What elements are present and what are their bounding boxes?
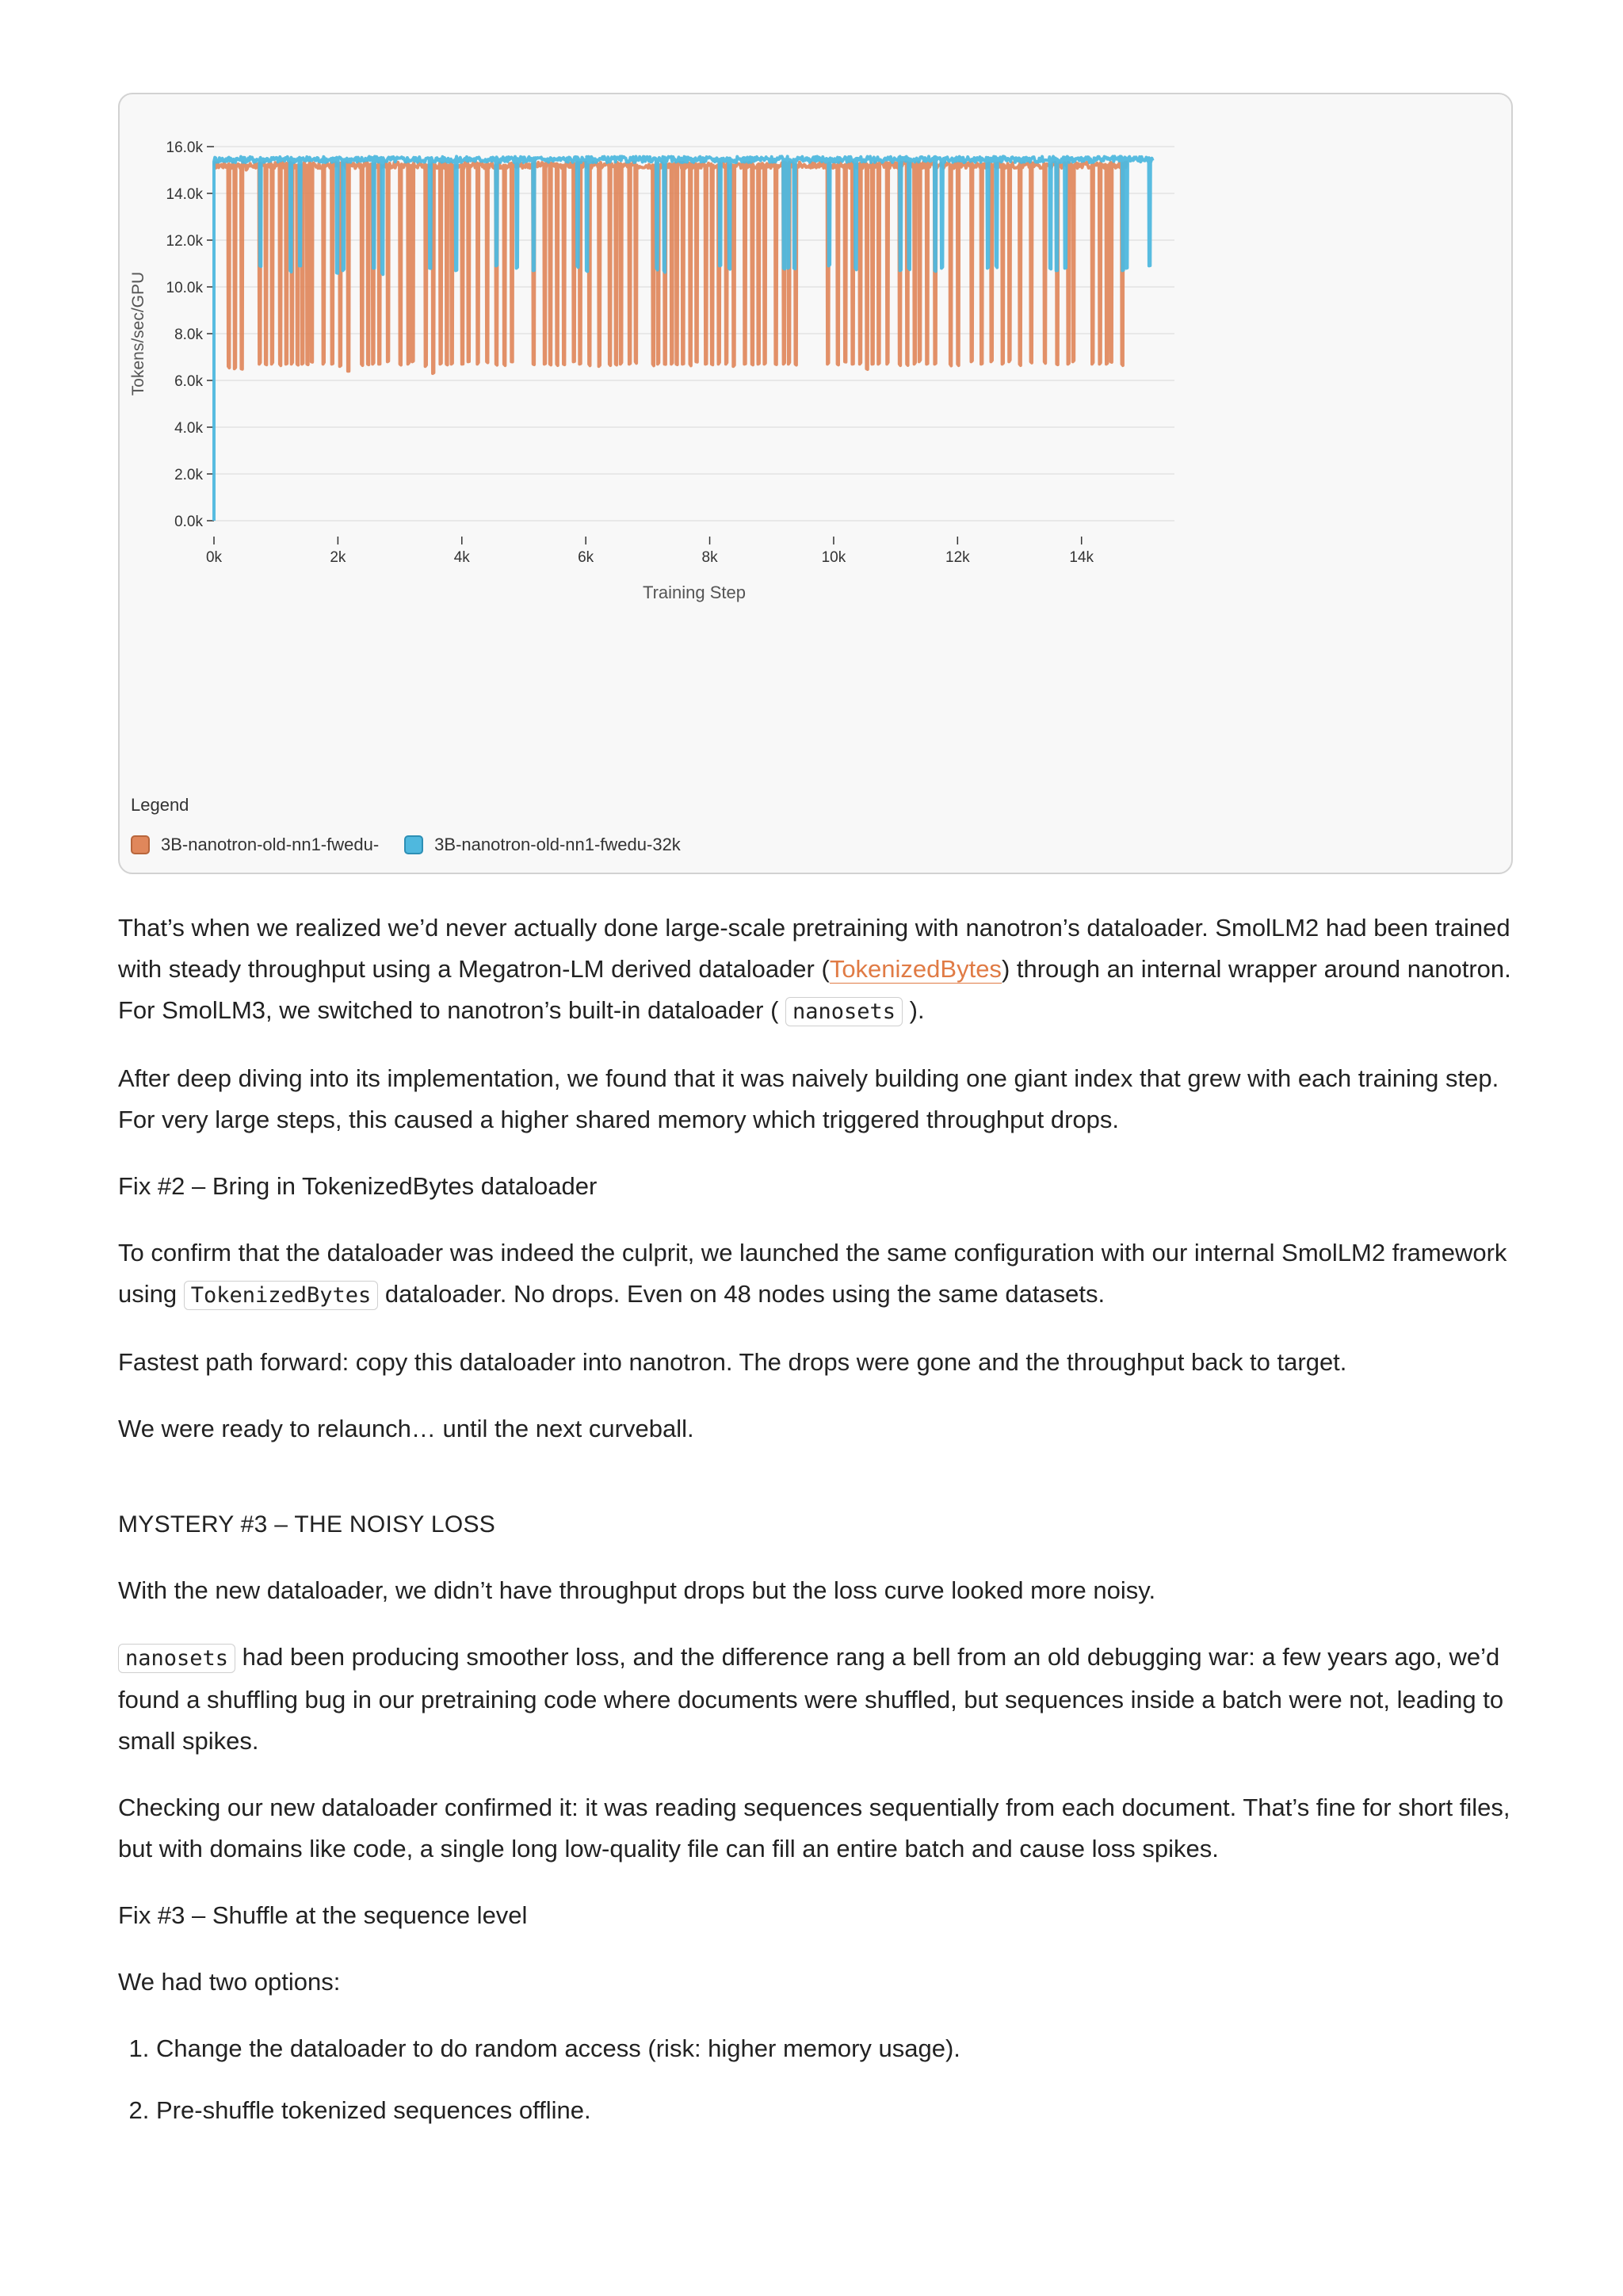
x-tick-label: 6k	[578, 549, 594, 566]
paragraph-relaunch: We were ready to relaunch… until the next curveball.	[118, 1415, 694, 1442]
tokenizedbytes-link[interactable]: TokenizedBytes	[829, 955, 1002, 983]
nanosets-code: nanosets	[785, 997, 903, 1026]
y-tick-label: 8.0k	[174, 327, 203, 343]
y-tick-label: 2.0k	[174, 467, 203, 483]
legend-swatch-series-2	[404, 835, 423, 854]
list-item: 1. Change the dataloader to do random access (risk: higher memory usage).	[156, 2028, 1513, 2069]
article-body	[118, 907, 1513, 2152]
text-span: ).	[903, 996, 925, 1024]
options-list	[118, 2028, 1513, 2131]
text-span: had been producing smoother loss, and the difference rang a bell from an old debugging war: a few years ago, we’d found a shuffling bug in our pretraining code where documents were shuffled, but sequences inside a batch were not, leading to small spikes.	[118, 1643, 1504, 1755]
y-tick-label: 12.0k	[166, 233, 203, 250]
text-span: ) through an internal wrapper around nanotron. For SmolLM3, we switched to nanotron’s built-in dataloader (	[118, 955, 1511, 1024]
tokenizedbytes-code: TokenizedBytes	[184, 1281, 379, 1310]
text-span: To confirm that the dataloader was indeed the culprit, we launched the same configuration with our internal SmolLM2 framework using	[118, 1239, 1507, 1308]
legend	[131, 835, 681, 855]
x-axis-label: Training Step	[642, 583, 747, 602]
y-tick-label: 6.0k	[174, 373, 203, 390]
fix-3-heading: Fix #3 – Shuffle at the sequence level	[118, 1901, 528, 1929]
y-tick-label: 16.0k	[166, 139, 203, 156]
y-tick-label: 0.0k	[174, 514, 203, 530]
fix-2-heading: Fix #2 – Bring in TokenizedBytes dataloader	[118, 1172, 598, 1200]
x-tick-label: 10k	[821, 549, 846, 566]
paragraph-confirm-culprit	[118, 1232, 1513, 1316]
nanosets-code: nanosets	[118, 1644, 235, 1673]
throughput-chart-card	[118, 93, 1513, 874]
legend-label-series-1: 3B-nanotron-old-nn1-fwedu-	[161, 835, 380, 854]
text-span: dataloader. No drops. Even on 48 nodes using the same datasets.	[378, 1280, 1106, 1308]
paragraph-shuffling-bug	[118, 1637, 1513, 1762]
throughput-chart	[120, 94, 1514, 876]
paragraph-dataloader-history	[118, 907, 1513, 1033]
x-tick-label: 12k	[945, 549, 970, 566]
paragraph-fastest-path: Fastest path forward: copy this dataloader into nanotron. The drops were gone and the throughput back to target.	[118, 1348, 1347, 1376]
x-tick-label: 8k	[701, 549, 718, 566]
x-tick-label: 14k	[1069, 549, 1094, 566]
paragraph-index-explanation: After deep diving into its implementation, we found that it was naively building one giant index that grew with each training step. For very large steps, this caused a higher shared memory which triggered throughput drops.	[118, 1064, 1499, 1133]
legend-item-series-2[interactable]	[404, 835, 681, 855]
legend-item-series-1[interactable]	[131, 835, 379, 855]
legend-swatch-series-1	[131, 835, 150, 854]
y-tick-label: 4.0k	[174, 420, 203, 437]
legend-label-series-2: 3B-nanotron-old-nn1-fwedu-32k	[434, 835, 681, 854]
paragraph-noisy-loss: With the new dataloader, we didn’t have throughput drops but the loss curve looked more noisy.	[118, 1576, 1156, 1604]
text-span: That’s when we realized we’d never actually done large-scale pretraining with nanotron’s dataloader. SmolLM2 had been trained with steady throughput using a Megatron-LM derived dataloader (	[118, 914, 1510, 983]
y-tick-label: 10.0k	[166, 280, 203, 296]
list-item: 2. Pre-shuffle tokenized sequences offline.	[156, 2090, 1513, 2131]
x-tick-label: 0k	[205, 549, 223, 566]
x-tick-label: 4k	[453, 549, 470, 566]
section-heading-mystery-3: MYSTERY #3 – THE NOISY LOSS	[118, 1511, 496, 1538]
x-tick-label: 2k	[330, 549, 346, 566]
paragraph-two-options: We had two options:	[118, 1968, 341, 1996]
paragraph-sequential-reading: Checking our new dataloader confirmed it: it was reading sequences sequentially from each document. That’s fine for short files, but with domains like code, a single long low-quality file can fill an entire batch and cause loss spikes.	[118, 1794, 1510, 1862]
y-axis-label: Tokens/sec/GPU	[129, 271, 147, 396]
legend-title: Legend	[131, 795, 189, 815]
y-tick-label: 14.0k	[166, 186, 203, 203]
